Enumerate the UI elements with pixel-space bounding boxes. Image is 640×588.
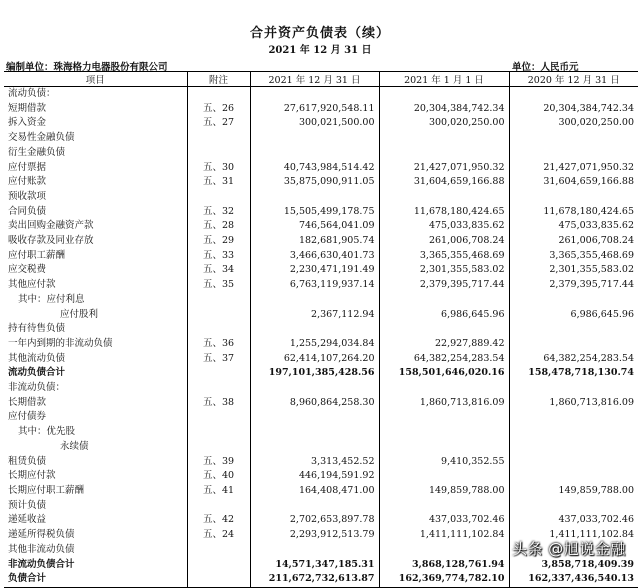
balance-sheet-table	[4, 71, 638, 588]
row-value-2021-01-01: 64,382,254,283.54	[379, 352, 509, 367]
table-row	[4, 572, 638, 587]
row-value-2021-12-31: 35,875,090,911.05	[250, 175, 379, 190]
row-item-label: 应付股利	[60, 308, 99, 320]
table-row	[4, 146, 638, 161]
row-value-2021-01-01	[379, 293, 509, 308]
row-value-2021-12-31: 6,763,119,937.14	[250, 278, 379, 293]
row-value-2020-12-31: 31,604,659,166.88	[509, 175, 638, 190]
row-value-2021-12-31: 2,702,653,897.78	[250, 513, 379, 528]
row-note-ref: 五、36	[187, 337, 250, 352]
row-item-label: 租赁负债	[8, 455, 47, 467]
row-value-2021-01-01	[379, 131, 509, 146]
row-note-ref: 五、35	[187, 278, 250, 293]
row-item-label: 预计负债	[8, 499, 47, 511]
row-value-2020-12-31: 3,365,355,468.69	[509, 249, 638, 264]
row-item-label: 应付账款	[8, 176, 47, 188]
row-value-2020-12-31: 1,860,713,816.09	[509, 396, 638, 411]
table-row	[4, 219, 638, 234]
row-item-label: 递延所得税负债	[8, 529, 75, 541]
row-item-label: 其他非流动负债	[8, 543, 75, 555]
row-item-label: 长期应付职工薪酬	[8, 484, 85, 496]
row-value-2021-12-31: 3,313,452.52	[250, 455, 379, 470]
column-header-note: 附注	[187, 72, 250, 87]
row-value-2021-12-31	[250, 87, 379, 102]
row-value-2020-12-31	[509, 131, 638, 146]
table-row	[4, 352, 638, 367]
table-row	[4, 249, 638, 264]
row-value-2020-12-31	[509, 146, 638, 161]
row-value-2021-01-01	[379, 543, 509, 558]
row-value-2020-12-31: 475,033,835.62	[509, 219, 638, 234]
table-row	[4, 484, 638, 499]
row-value-2020-12-31: 158,478,718,130.74	[509, 366, 638, 381]
row-value-2021-01-01: 21,427,071,950.32	[379, 161, 509, 176]
row-note-ref: 五、34	[187, 263, 250, 278]
row-item-label: 永续债	[60, 440, 89, 452]
row-value-2020-12-31	[509, 410, 638, 425]
table-body	[4, 87, 638, 588]
row-value-2021-01-01: 31,604,659,166.88	[379, 175, 509, 190]
row-value-2021-12-31: 164,408,471.00	[250, 484, 379, 499]
row-value-2020-12-31: 1,411,111,102.84	[509, 528, 638, 543]
row-value-2021-01-01	[379, 322, 509, 337]
row-value-2021-12-31	[250, 146, 379, 161]
row-value-2020-12-31	[509, 293, 638, 308]
table-row	[4, 205, 638, 220]
row-value-2021-01-01: 11,678,180,424.65	[379, 205, 509, 220]
row-value-2021-01-01	[379, 190, 509, 205]
row-value-2021-01-01: 9,410,352.55	[379, 455, 509, 470]
row-item-label: 一年内到期的非流动负债	[8, 337, 113, 349]
statement-title: 合并资产负债表（续）	[249, 26, 390, 41]
row-item-label: 流动负债合计	[8, 367, 66, 379]
row-value-2021-01-01	[379, 146, 509, 161]
table-header-row	[4, 72, 638, 87]
row-note-ref: 五、27	[187, 116, 250, 131]
row-value-2020-12-31	[509, 425, 638, 440]
row-item-label: 流动负债：	[8, 88, 56, 99]
row-value-2021-01-01: 162,369,774,782.10	[379, 572, 509, 587]
row-item-label: 合同负债	[8, 205, 47, 217]
column-header-2020-12-31: 2020 年 12 月 31 日	[509, 72, 638, 87]
row-note-ref: 五、33	[187, 249, 250, 264]
row-value-2021-12-31	[250, 425, 379, 440]
row-value-2021-01-01	[379, 381, 509, 396]
table-row	[4, 381, 638, 396]
table-row	[4, 396, 638, 411]
table-row	[4, 366, 638, 381]
statement-date: 2021 年 12 月 31 日	[268, 45, 372, 56]
row-value-2021-01-01: 3,868,128,761.94	[379, 558, 509, 573]
row-note-ref	[187, 543, 250, 558]
watermark-text: 头条 @旭说金融	[512, 540, 626, 558]
row-value-2020-12-31: 261,006,708.24	[509, 234, 638, 249]
table-row	[4, 440, 638, 455]
row-value-2021-01-01	[379, 425, 509, 440]
row-note-ref	[187, 87, 250, 102]
table-row	[4, 116, 638, 131]
column-header-2021-01-01: 2021 年 1 月 1 日	[379, 72, 509, 87]
row-note-ref	[187, 366, 250, 381]
row-note-ref: 五、40	[187, 469, 250, 484]
row-item-label: 其中：应付利息	[18, 293, 85, 305]
row-value-2021-12-31	[250, 293, 379, 308]
row-value-2021-01-01: 1,860,713,816.09	[379, 396, 509, 411]
table-row	[4, 234, 638, 249]
row-item-label: 预收款项	[8, 190, 47, 202]
row-value-2021-01-01: 149,859,788.00	[379, 484, 509, 499]
row-value-2021-12-31: 27,617,920,548.11	[250, 102, 379, 117]
row-note-ref	[187, 293, 250, 308]
row-value-2021-12-31: 40,743,984,514.42	[250, 161, 379, 176]
row-note-ref: 五、39	[187, 455, 250, 470]
row-note-ref	[187, 410, 250, 425]
row-note-ref	[187, 558, 250, 573]
company-label: 编制单位：珠海格力电器股份有限公司	[6, 62, 168, 73]
row-item-label: 其他应付款	[8, 279, 56, 291]
row-value-2021-01-01: 1,411,111,102.84	[379, 528, 509, 543]
row-value-2021-01-01: 22,927,889.42	[379, 337, 509, 352]
row-note-ref: 五、26	[187, 102, 250, 117]
row-value-2020-12-31: 300,020,250.00	[509, 116, 638, 131]
table-row	[4, 161, 638, 176]
row-item-label: 长期借款	[8, 396, 47, 408]
row-value-2020-12-31: 2,379,395,717.44	[509, 278, 638, 293]
row-value-2021-01-01: 158,501,646,020.16	[379, 366, 509, 381]
table-row	[4, 337, 638, 352]
row-value-2021-12-31: 300,021,500.00	[250, 116, 379, 131]
row-value-2021-01-01: 6,986,645.96	[379, 308, 509, 323]
row-value-2020-12-31	[509, 455, 638, 470]
row-value-2020-12-31	[509, 190, 638, 205]
row-value-2021-12-31: 211,672,732,613.87	[250, 572, 379, 587]
table-row	[4, 322, 638, 337]
table-row	[4, 263, 638, 278]
row-value-2021-12-31: 62,414,107,264.20	[250, 352, 379, 367]
table-row	[4, 410, 638, 425]
row-note-ref	[187, 381, 250, 396]
row-value-2021-12-31: 446,194,591.92	[250, 469, 379, 484]
currency-unit-label: 单位：人民币元	[512, 62, 579, 73]
row-value-2021-01-01: 261,006,708.24	[379, 234, 509, 249]
row-note-ref: 五、29	[187, 234, 250, 249]
row-value-2020-12-31	[509, 337, 638, 352]
row-item-label: 应交税费	[8, 264, 47, 276]
row-note-ref: 五、32	[187, 205, 250, 220]
row-value-2021-01-01	[379, 410, 509, 425]
table-row	[4, 190, 638, 205]
row-item-label: 应付债券	[8, 411, 47, 423]
row-value-2020-12-31: 149,859,788.00	[509, 484, 638, 499]
row-note-ref	[187, 146, 250, 161]
table-row	[4, 131, 638, 146]
row-value-2021-01-01: 300,020,250.00	[379, 116, 509, 131]
row-value-2020-12-31: 20,304,384,742.34	[509, 102, 638, 117]
row-value-2021-12-31: 14,571,347,185.31	[250, 558, 379, 573]
column-header-item: 项目	[4, 72, 187, 87]
row-note-ref: 五、30	[187, 161, 250, 176]
row-note-ref: 五、38	[187, 396, 250, 411]
row-value-2021-12-31: 197,101,385,428.56	[250, 366, 379, 381]
row-value-2021-12-31	[250, 410, 379, 425]
table-row	[4, 175, 638, 190]
table-row	[4, 102, 638, 117]
row-value-2020-12-31	[509, 469, 638, 484]
table-row	[4, 499, 638, 514]
row-note-ref: 五、37	[187, 352, 250, 367]
row-note-ref	[187, 425, 250, 440]
table-row	[4, 293, 638, 308]
row-item-label: 交易性金融负债	[8, 132, 75, 144]
row-value-2021-12-31	[250, 499, 379, 514]
row-note-ref: 五、24	[187, 528, 250, 543]
row-value-2020-12-31	[509, 499, 638, 514]
row-note-ref	[187, 308, 250, 323]
row-value-2021-01-01	[379, 469, 509, 484]
row-value-2021-12-31	[250, 190, 379, 205]
row-value-2021-01-01: 2,379,395,717.44	[379, 278, 509, 293]
row-value-2020-12-31	[509, 87, 638, 102]
row-value-2021-01-01: 3,365,355,468.69	[379, 249, 509, 264]
table-row	[4, 455, 638, 470]
row-value-2020-12-31	[509, 381, 638, 396]
row-item-label: 其他流动负债	[8, 352, 66, 364]
row-item-label: 衍生金融负债	[8, 146, 66, 158]
row-item-label: 其中：优先股	[18, 426, 76, 438]
row-value-2021-12-31: 1,255,294,034.84	[250, 337, 379, 352]
row-value-2021-01-01: 475,033,835.62	[379, 219, 509, 234]
table-row	[4, 425, 638, 440]
row-note-ref	[187, 131, 250, 146]
column-header-2021-12-31: 2021 年 12 月 31 日	[250, 72, 379, 87]
row-note-ref	[187, 572, 250, 587]
row-note-ref: 五、41	[187, 484, 250, 499]
row-note-ref	[187, 440, 250, 455]
row-value-2020-12-31	[509, 322, 638, 337]
table-row	[4, 469, 638, 484]
row-value-2021-12-31	[250, 440, 379, 455]
table-row	[4, 308, 638, 323]
row-value-2020-12-31: 21,427,071,950.32	[509, 161, 638, 176]
row-item-label: 长期应付款	[8, 470, 56, 482]
row-value-2021-12-31	[250, 543, 379, 558]
table-row	[4, 278, 638, 293]
row-value-2021-12-31	[250, 131, 379, 146]
row-value-2021-12-31: 2,230,471,191.49	[250, 263, 379, 278]
row-value-2021-12-31: 2,367,112.94	[250, 308, 379, 323]
row-note-ref: 五、31	[187, 175, 250, 190]
row-note-ref: 五、28	[187, 219, 250, 234]
row-value-2020-12-31: 437,033,702.46	[509, 513, 638, 528]
row-value-2021-01-01: 20,304,384,742.34	[379, 102, 509, 117]
row-note-ref: 五、42	[187, 513, 250, 528]
row-item-label: 卖出回购金融资产款	[8, 220, 94, 232]
row-note-ref	[187, 190, 250, 205]
row-value-2020-12-31: 64,382,254,283.54	[509, 352, 638, 367]
row-value-2021-12-31	[250, 322, 379, 337]
table-row	[4, 87, 638, 102]
row-note-ref	[187, 322, 250, 337]
row-value-2021-01-01	[379, 87, 509, 102]
row-value-2020-12-31: 11,678,180,424.65	[509, 205, 638, 220]
row-value-2021-01-01: 2,301,355,583.02	[379, 263, 509, 278]
row-note-ref	[187, 499, 250, 514]
table-row	[4, 513, 638, 528]
row-item-label: 应付票据	[8, 161, 47, 173]
row-value-2021-12-31: 3,466,630,401.73	[250, 249, 379, 264]
row-value-2020-12-31: 2,301,355,583.02	[509, 263, 638, 278]
table-row	[4, 558, 638, 573]
row-value-2021-01-01	[379, 499, 509, 514]
row-value-2021-12-31: 746,564,041.09	[250, 219, 379, 234]
row-item-label: 拆入资金	[8, 117, 47, 129]
row-value-2020-12-31: 162,337,436,540.13	[509, 572, 638, 587]
row-value-2020-12-31: 6,986,645.96	[509, 308, 638, 323]
row-item-label: 短期借款	[8, 102, 47, 114]
row-value-2021-12-31	[250, 381, 379, 396]
row-value-2021-12-31: 15,505,499,178.75	[250, 205, 379, 220]
row-item-label: 递延收益	[8, 514, 47, 526]
row-item-label: 非流动负债：	[8, 382, 66, 394]
row-value-2020-12-31: 3,858,718,409.39	[509, 558, 638, 573]
row-value-2021-01-01: 437,033,702.46	[379, 513, 509, 528]
row-value-2021-12-31: 2,293,912,513.79	[250, 528, 379, 543]
row-item-label: 持有待售负债	[8, 323, 66, 335]
row-item-label: 非流动负债合计	[8, 558, 75, 570]
row-value-2021-12-31: 182,681,905.74	[250, 234, 379, 249]
row-value-2020-12-31	[509, 440, 638, 455]
row-item-label: 吸收存款及同业存放	[8, 235, 94, 247]
row-value-2021-12-31: 8,960,864,258.30	[250, 396, 379, 411]
row-item-label: 负债合计	[4, 572, 187, 587]
row-value-2021-01-01	[379, 440, 509, 455]
row-item-label: 应付职工薪酬	[8, 249, 66, 261]
